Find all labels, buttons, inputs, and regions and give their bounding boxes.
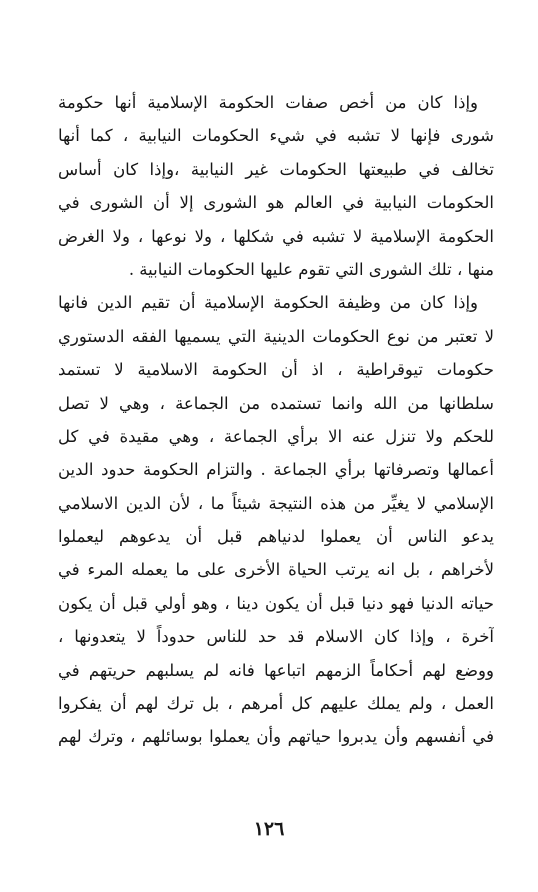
- text-line: شورى فإنها لا تشبه في شيء الحكومات النيابية ، كما أنها: [58, 126, 494, 146]
- text-line: وإذا كان من أخص صفات الحكومة الإسلامية أنها حكومة: [58, 93, 478, 112]
- text-line: لا تعتبر من نوع الحكومات الدينية التي يسميها الفقه الدستوري: [58, 326, 494, 346]
- text-line: للحكم ولا تنزل عنه الا برأي الجماعة ، وهي مقيدة في كل: [58, 426, 494, 446]
- text-line: لأخراهم ، بل انه يرتب الحياة الأخرى على ما يعمله المرء في: [58, 560, 494, 580]
- text-line: تخالف في طبيعتها الحكومات غير النيابية ،وإذا كان أساس: [58, 159, 494, 179]
- text-line: حكومات تيوقراطية ، اذ أن الحكومة الاسلامية لا تستمد: [58, 360, 494, 380]
- body-text: [58, 86, 494, 754]
- text-line: الحكومة الإسلامية لا تشبه في شكلها ، ولا نوعها ، ولا الغرض: [58, 226, 494, 246]
- text-line: الإسلامي لا يغيِّر من هذه النتيجة شيئاً ما ، لأن الدين الاسلامي: [58, 493, 494, 513]
- text-line: وإذا كان من وظيفة الحكومة الإسلامية أن تقيم الدين فانها: [58, 293, 478, 313]
- text-line: أعمالها وتصرفاتها برأي الجماعة . والتزام الحكومة حدود الدين: [58, 460, 494, 480]
- text-line: يدعو الناس أن يعملوا لدنياهم قبل أن يدعوهم ليعملوا: [58, 527, 494, 547]
- text-line: ووضع لهم أحكاماً الزمهم اتباعها فانه لم يسلبهم حريتهم في: [58, 660, 494, 680]
- text-line: حياته الدنيا فهو دنيا قبل أن يكون دينا ، وهو أولي قبل أن يكون: [58, 593, 494, 613]
- text-line: سلطانها من الله وانما تستمده من الجماعة ، وهي لا تصل: [58, 393, 494, 413]
- text-line: العمل ، ولم يملك عليهم كل أمرهم ، بل ترك لهم أن يفكروا: [58, 694, 494, 714]
- text-line: الحكومات النيابية في العالم هو الشورى إلا أن الشورى في: [58, 193, 494, 213]
- text-line: آخرة ، وإذا كان الاسلام قد حد للناس حدوداً لا يتعدونها ،: [58, 627, 494, 647]
- text-line: في أنفسهم وأن يدبروا حياتهم وأن يعملوا بوسائلهم ، وترك لهم: [58, 727, 494, 747]
- text-line: منها ، تلك الشورى التي تقوم عليها الحكومات النيابية .: [128, 259, 494, 279]
- page-number: ١٢٦: [253, 818, 285, 840]
